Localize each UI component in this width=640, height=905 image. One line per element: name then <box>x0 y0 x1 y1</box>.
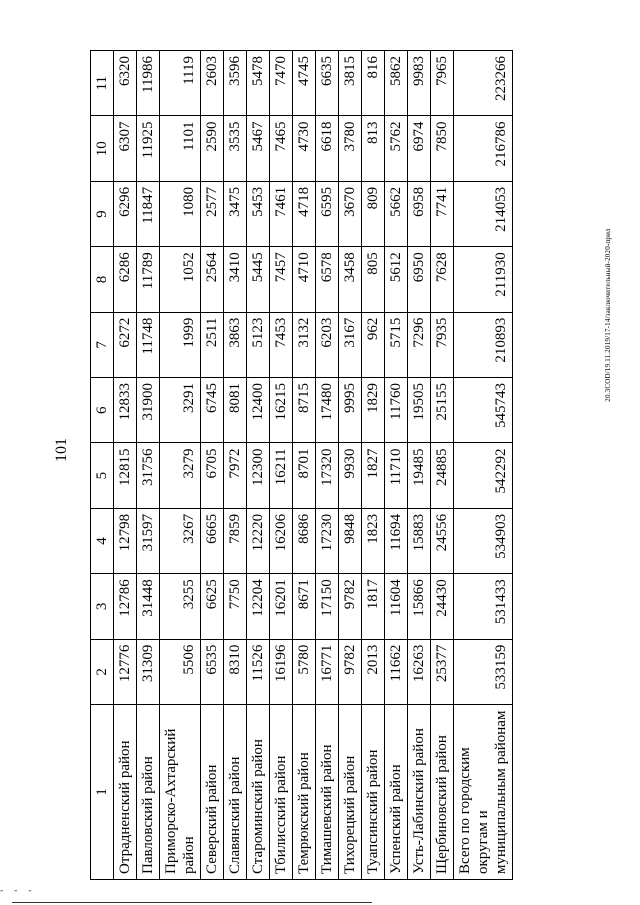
value-cell: 5506 <box>160 639 201 704</box>
value-cell: 223266 <box>454 51 513 116</box>
value-cell: 7461 <box>270 181 293 246</box>
value-cell: 6296 <box>114 181 137 246</box>
value-cell: 12220 <box>247 508 270 573</box>
value-cell: 6272 <box>114 312 137 377</box>
value-cell: 2013 <box>362 639 385 704</box>
value-cell: 3279 <box>160 443 201 508</box>
header-cell: 2 <box>91 639 114 704</box>
table-header-row <box>91 51 114 880</box>
value-cell: 19485 <box>408 443 431 508</box>
value-cell: 17480 <box>316 378 339 443</box>
value-cell: 16206 <box>270 508 293 573</box>
value-cell: 6203 <box>316 312 339 377</box>
scan-marks: - - - <box>0 886 36 896</box>
value-cell: 5612 <box>385 247 408 312</box>
table-total-row <box>454 51 513 880</box>
value-cell: 5715 <box>385 312 408 377</box>
value-cell: 3596 <box>224 51 247 116</box>
value-cell: 3670 <box>339 181 362 246</box>
value-cell: 7859 <box>224 508 247 573</box>
value-cell: 534903 <box>454 508 513 573</box>
header-cell: 6 <box>91 378 114 443</box>
value-cell: 6665 <box>201 508 224 573</box>
value-cell: 2511 <box>201 312 224 377</box>
district-name-cell: Усть-Лабинский район <box>408 705 431 880</box>
value-cell: 31597 <box>137 508 160 573</box>
header-cell: 11 <box>91 51 114 116</box>
value-cell: 7457 <box>270 247 293 312</box>
value-cell: 6974 <box>408 116 431 181</box>
district-name-cell: Всего по городским округам и муниципальным районам <box>454 705 513 880</box>
district-name-cell: Тимашевский район <box>316 705 339 880</box>
header-cell: 8 <box>91 247 114 312</box>
value-cell: 5467 <box>247 116 270 181</box>
value-cell: 15866 <box>408 574 431 639</box>
value-cell: 1119 <box>160 51 201 116</box>
district-name-cell: Павловский район <box>137 705 160 880</box>
value-cell: 6705 <box>201 443 224 508</box>
value-cell: 12400 <box>247 378 270 443</box>
table-row <box>201 51 224 880</box>
district-name-cell: Темрюкский район <box>293 705 316 880</box>
value-cell: 4718 <box>293 181 316 246</box>
value-cell: 12786 <box>114 574 137 639</box>
value-cell: 12204 <box>247 574 270 639</box>
value-cell: 5478 <box>247 51 270 116</box>
value-cell: 4710 <box>293 247 316 312</box>
value-cell: 6595 <box>316 181 339 246</box>
value-cell: 9782 <box>339 639 362 704</box>
table-row <box>137 51 160 880</box>
district-name-cell: Приморско-Ахтарский район <box>160 705 201 880</box>
value-cell: 11925 <box>137 116 160 181</box>
value-cell: 7465 <box>270 116 293 181</box>
value-cell: 11986 <box>137 51 160 116</box>
header-cell: 10 <box>91 116 114 181</box>
table-row <box>339 51 362 880</box>
table-row <box>362 51 385 880</box>
value-cell: 9782 <box>339 574 362 639</box>
value-cell: 6745 <box>201 378 224 443</box>
value-cell: 9995 <box>339 378 362 443</box>
value-cell: 3475 <box>224 181 247 246</box>
value-cell: 8671 <box>293 574 316 639</box>
value-cell: 3815 <box>339 51 362 116</box>
header-cell: 5 <box>91 443 114 508</box>
value-cell: 9848 <box>339 508 362 573</box>
header-cell: 3 <box>91 574 114 639</box>
value-cell: 12833 <box>114 378 137 443</box>
value-cell: 25155 <box>431 378 454 443</box>
value-cell: 1827 <box>362 443 385 508</box>
value-cell: 809 <box>362 181 385 246</box>
value-cell: 6286 <box>114 247 137 312</box>
table-row <box>431 51 454 880</box>
table-row <box>247 51 270 880</box>
value-cell: 12815 <box>114 443 137 508</box>
value-cell: 11710 <box>385 443 408 508</box>
district-name-cell: Туапсинский район <box>362 705 385 880</box>
value-cell: 2590 <box>201 116 224 181</box>
scan-edge-line <box>12 902 372 903</box>
value-cell: 31448 <box>137 574 160 639</box>
value-cell: 533159 <box>454 639 513 704</box>
value-cell: 2603 <box>201 51 224 116</box>
value-cell: 5780 <box>293 639 316 704</box>
table-row <box>316 51 339 880</box>
value-cell: 6618 <box>316 116 339 181</box>
value-cell: 24430 <box>431 574 454 639</box>
value-cell: 531433 <box>454 574 513 639</box>
table-row <box>224 51 247 880</box>
value-cell: 7741 <box>431 181 454 246</box>
header-cell: 4 <box>91 508 114 573</box>
value-cell: 6320 <box>114 51 137 116</box>
value-cell: 1823 <box>362 508 385 573</box>
value-cell: 211930 <box>454 247 513 312</box>
value-cell: 11789 <box>137 247 160 312</box>
value-cell: 6578 <box>316 247 339 312</box>
value-cell: 8701 <box>293 443 316 508</box>
value-cell: 1999 <box>160 312 201 377</box>
value-cell: 3255 <box>160 574 201 639</box>
value-cell: 7750 <box>224 574 247 639</box>
value-cell: 16215 <box>270 378 293 443</box>
table-row <box>160 51 201 880</box>
table-row <box>270 51 293 880</box>
value-cell: 1052 <box>160 247 201 312</box>
district-name-cell: Отрадненский район <box>114 705 137 880</box>
value-cell: 11847 <box>137 181 160 246</box>
value-cell: 813 <box>362 116 385 181</box>
value-cell: 214053 <box>454 181 513 246</box>
value-cell: 9930 <box>339 443 362 508</box>
value-cell: 16263 <box>408 639 431 704</box>
value-cell: 17150 <box>316 574 339 639</box>
value-cell: 6635 <box>316 51 339 116</box>
value-cell: 3132 <box>293 312 316 377</box>
value-cell: 7965 <box>431 51 454 116</box>
value-cell: 16211 <box>270 443 293 508</box>
value-cell: 5662 <box>385 181 408 246</box>
value-cell: 7935 <box>431 312 454 377</box>
value-cell: 7470 <box>270 51 293 116</box>
value-cell: 1080 <box>160 181 201 246</box>
value-cell: 5862 <box>385 51 408 116</box>
table-row <box>408 51 431 880</box>
value-cell: 31309 <box>137 639 160 704</box>
value-cell: 15883 <box>408 508 431 573</box>
value-cell: 210893 <box>454 312 513 377</box>
district-name-cell: Славянский район <box>224 705 247 880</box>
value-cell: 24885 <box>431 443 454 508</box>
value-cell: 216786 <box>454 116 513 181</box>
value-cell: 3458 <box>339 247 362 312</box>
value-cell: 816 <box>362 51 385 116</box>
value-cell: 11526 <box>247 639 270 704</box>
value-cell: 542292 <box>454 443 513 508</box>
value-cell: 12798 <box>114 508 137 573</box>
value-cell: 1817 <box>362 574 385 639</box>
table-row <box>293 51 316 880</box>
footer-code: 20.3COD/19.11.2019/17-14/заключительный-2020-прил <box>604 228 612 402</box>
value-cell: 1829 <box>362 378 385 443</box>
value-cell: 3167 <box>339 312 362 377</box>
value-cell: 6958 <box>408 181 431 246</box>
value-cell: 11694 <box>385 508 408 573</box>
value-cell: 12776 <box>114 639 137 704</box>
value-cell: 545743 <box>454 378 513 443</box>
value-cell: 5762 <box>385 116 408 181</box>
value-cell: 6535 <box>201 639 224 704</box>
value-cell: 6625 <box>201 574 224 639</box>
value-cell: 3535 <box>224 116 247 181</box>
table-row <box>114 51 137 880</box>
value-cell: 9983 <box>408 51 431 116</box>
value-cell: 7628 <box>431 247 454 312</box>
value-cell: 25377 <box>431 639 454 704</box>
value-cell: 7296 <box>408 312 431 377</box>
value-cell: 7972 <box>224 443 247 508</box>
page-number: 101 <box>53 438 70 462</box>
value-cell: 3410 <box>224 247 247 312</box>
value-cell: 6950 <box>408 247 431 312</box>
value-cell: 1101 <box>160 116 201 181</box>
data-table <box>90 50 513 880</box>
rotated-table-container <box>90 50 550 880</box>
value-cell: 3780 <box>339 116 362 181</box>
value-cell: 8081 <box>224 378 247 443</box>
value-cell: 5123 <box>247 312 270 377</box>
district-name-cell: Тихорецкий район <box>339 705 362 880</box>
value-cell: 3267 <box>160 508 201 573</box>
table-row <box>385 51 408 880</box>
value-cell: 8310 <box>224 639 247 704</box>
value-cell: 2564 <box>201 247 224 312</box>
value-cell: 8715 <box>293 378 316 443</box>
value-cell: 17320 <box>316 443 339 508</box>
value-cell: 5445 <box>247 247 270 312</box>
value-cell: 24556 <box>431 508 454 573</box>
value-cell: 16196 <box>270 639 293 704</box>
value-cell: 3863 <box>224 312 247 377</box>
value-cell: 7850 <box>431 116 454 181</box>
value-cell: 962 <box>362 312 385 377</box>
district-name-cell: Северский район <box>201 705 224 880</box>
value-cell: 11760 <box>385 378 408 443</box>
value-cell: 6307 <box>114 116 137 181</box>
value-cell: 31900 <box>137 378 160 443</box>
value-cell: 11604 <box>385 574 408 639</box>
value-cell: 17230 <box>316 508 339 573</box>
value-cell: 7453 <box>270 312 293 377</box>
header-cell: 7 <box>91 312 114 377</box>
district-name-cell: Щербиновский район <box>431 705 454 880</box>
table-body <box>91 51 513 880</box>
value-cell: 4730 <box>293 116 316 181</box>
district-name-cell: Староминский район <box>247 705 270 880</box>
header-cell: 1 <box>91 705 114 880</box>
value-cell: 2577 <box>201 181 224 246</box>
value-cell: 8686 <box>293 508 316 573</box>
value-cell: 19505 <box>408 378 431 443</box>
value-cell: 12300 <box>247 443 270 508</box>
value-cell: 3291 <box>160 378 201 443</box>
header-cell: 9 <box>91 181 114 246</box>
district-name-cell: Успенский район <box>385 705 408 880</box>
value-cell: 5453 <box>247 181 270 246</box>
value-cell: 16201 <box>270 574 293 639</box>
value-cell: 4745 <box>293 51 316 116</box>
district-name-cell: Тбилисский район <box>270 705 293 880</box>
value-cell: 11748 <box>137 312 160 377</box>
value-cell: 16771 <box>316 639 339 704</box>
value-cell: 31756 <box>137 443 160 508</box>
value-cell: 11662 <box>385 639 408 704</box>
value-cell: 805 <box>362 247 385 312</box>
